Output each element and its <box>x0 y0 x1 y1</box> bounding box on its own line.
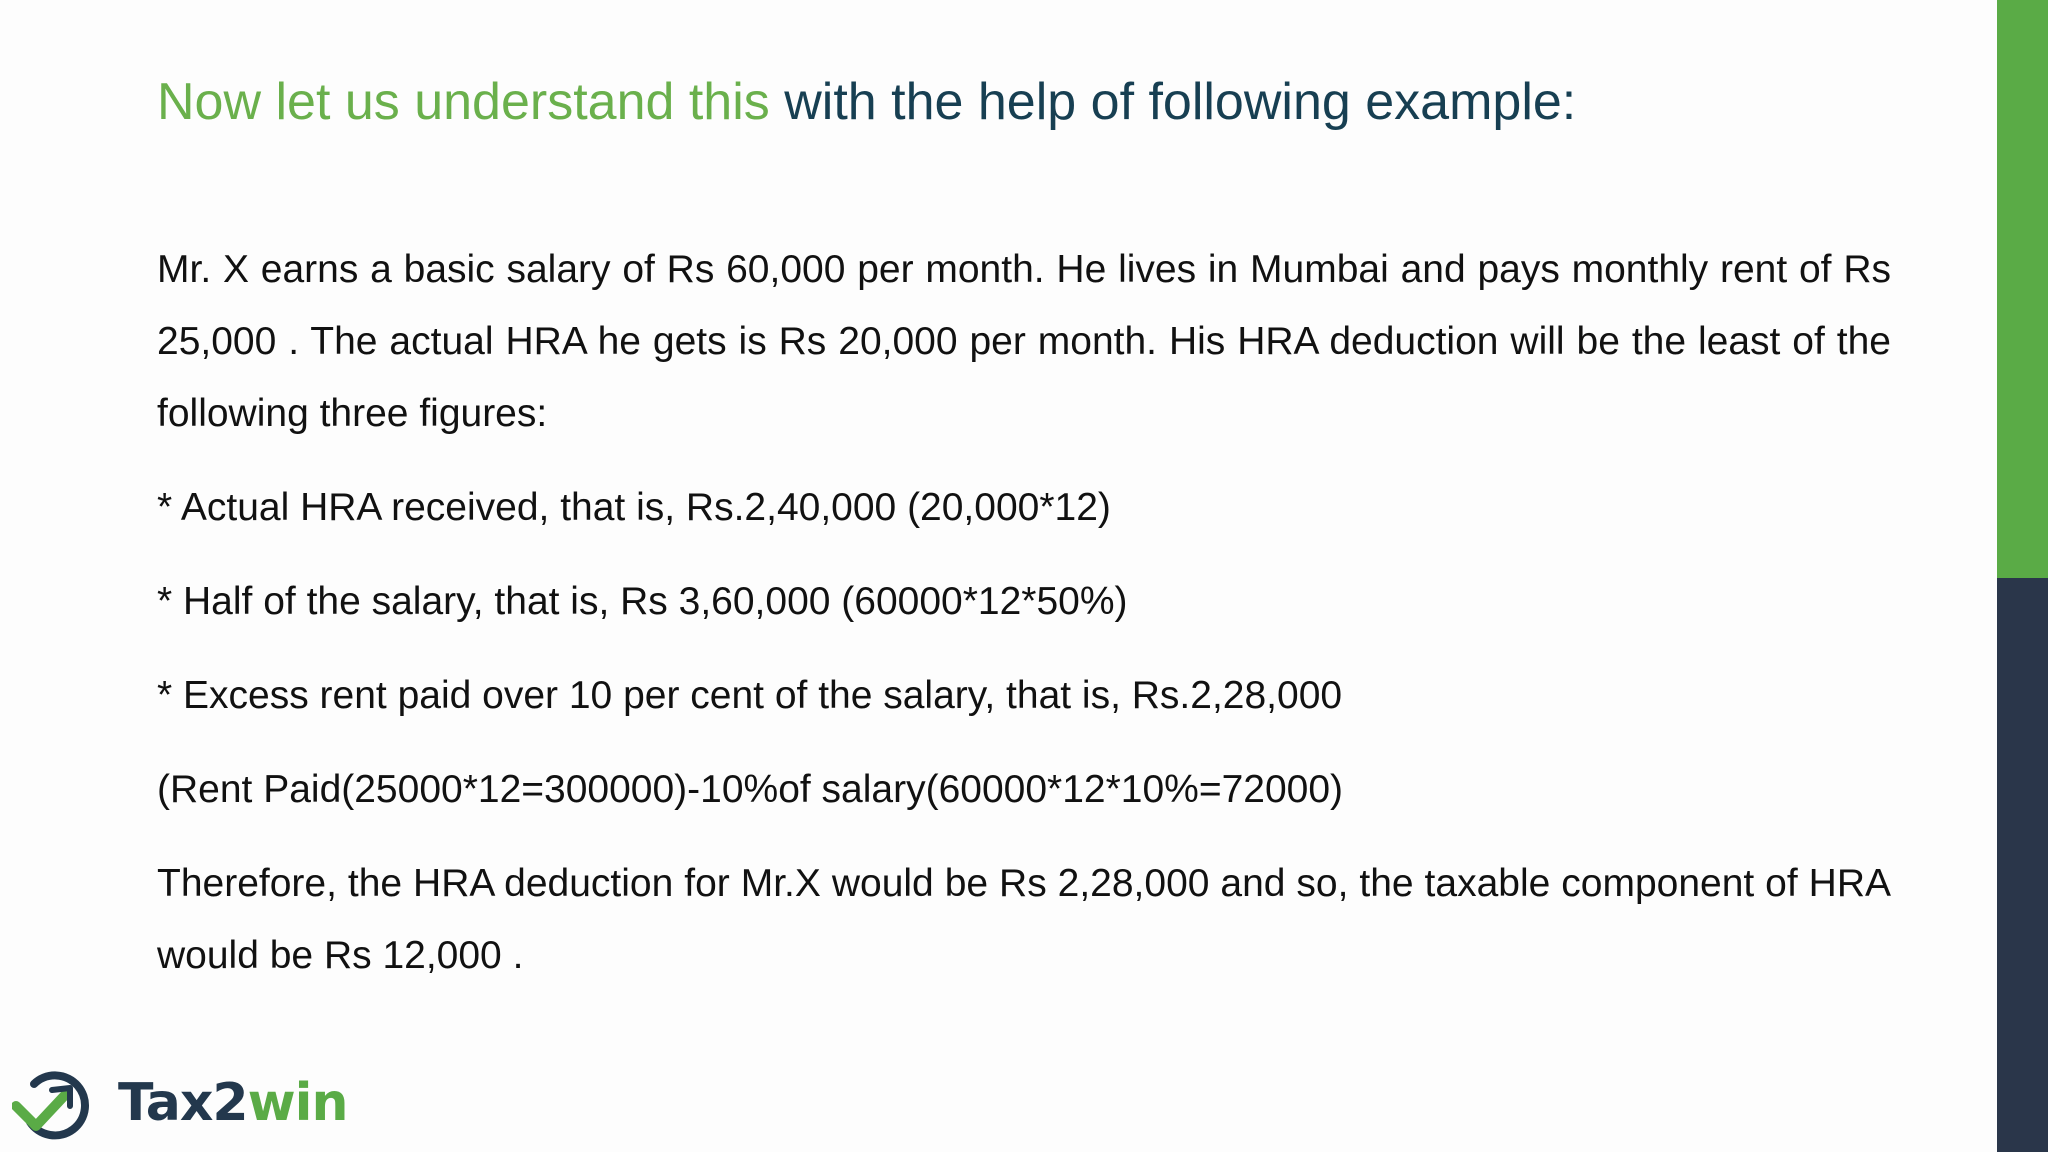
side-accent-bar-green <box>1997 0 2048 578</box>
slide-body <box>157 234 1891 992</box>
slide-title <box>157 70 1576 134</box>
logo-wordmark <box>118 1073 347 1133</box>
calculation-line: (Rent Paid(25000*12=300000)-10%of salary(60000*12*10%=72000) <box>157 768 1344 811</box>
intro-paragraph: Mr. X earns a basic salary of Rs 60,000 per month. He lives in Mumbai and pays monthly rent of Rs 25,000 . The actual HRA he gets is Rs 20,000 per month. His HRA deduction will be the least of the following three figures: <box>157 248 1891 435</box>
logo-text-dark: Tax2 <box>118 1073 248 1133</box>
conclusion-paragraph: Therefore, the HRA deduction for Mr.X would be Rs 2,28,000 and so, the taxable component of HRA would be Rs 12,000 . <box>157 862 1891 977</box>
side-accent-bar-navy <box>1997 578 2048 1152</box>
title-dark-part: with the help of following example: <box>784 73 1577 131</box>
title-green-part: Now let us understand this <box>157 73 770 131</box>
tax2win-logo <box>12 1066 347 1140</box>
bullet-excess-rent: * Excess rent paid over 10 per cent of the salary, that is, Rs.2,28,000 <box>157 674 1343 717</box>
logo-text-green: win <box>247 1073 348 1133</box>
bullet-actual-hra: * Actual HRA received, that is, Rs.2,40,000 (20,000*12) <box>157 486 1111 529</box>
checkmark-arrow-logo-icon <box>12 1066 104 1140</box>
bullet-half-salary: * Half of the salary, that is, Rs 3,60,000 (60000*12*50%) <box>157 580 1128 623</box>
